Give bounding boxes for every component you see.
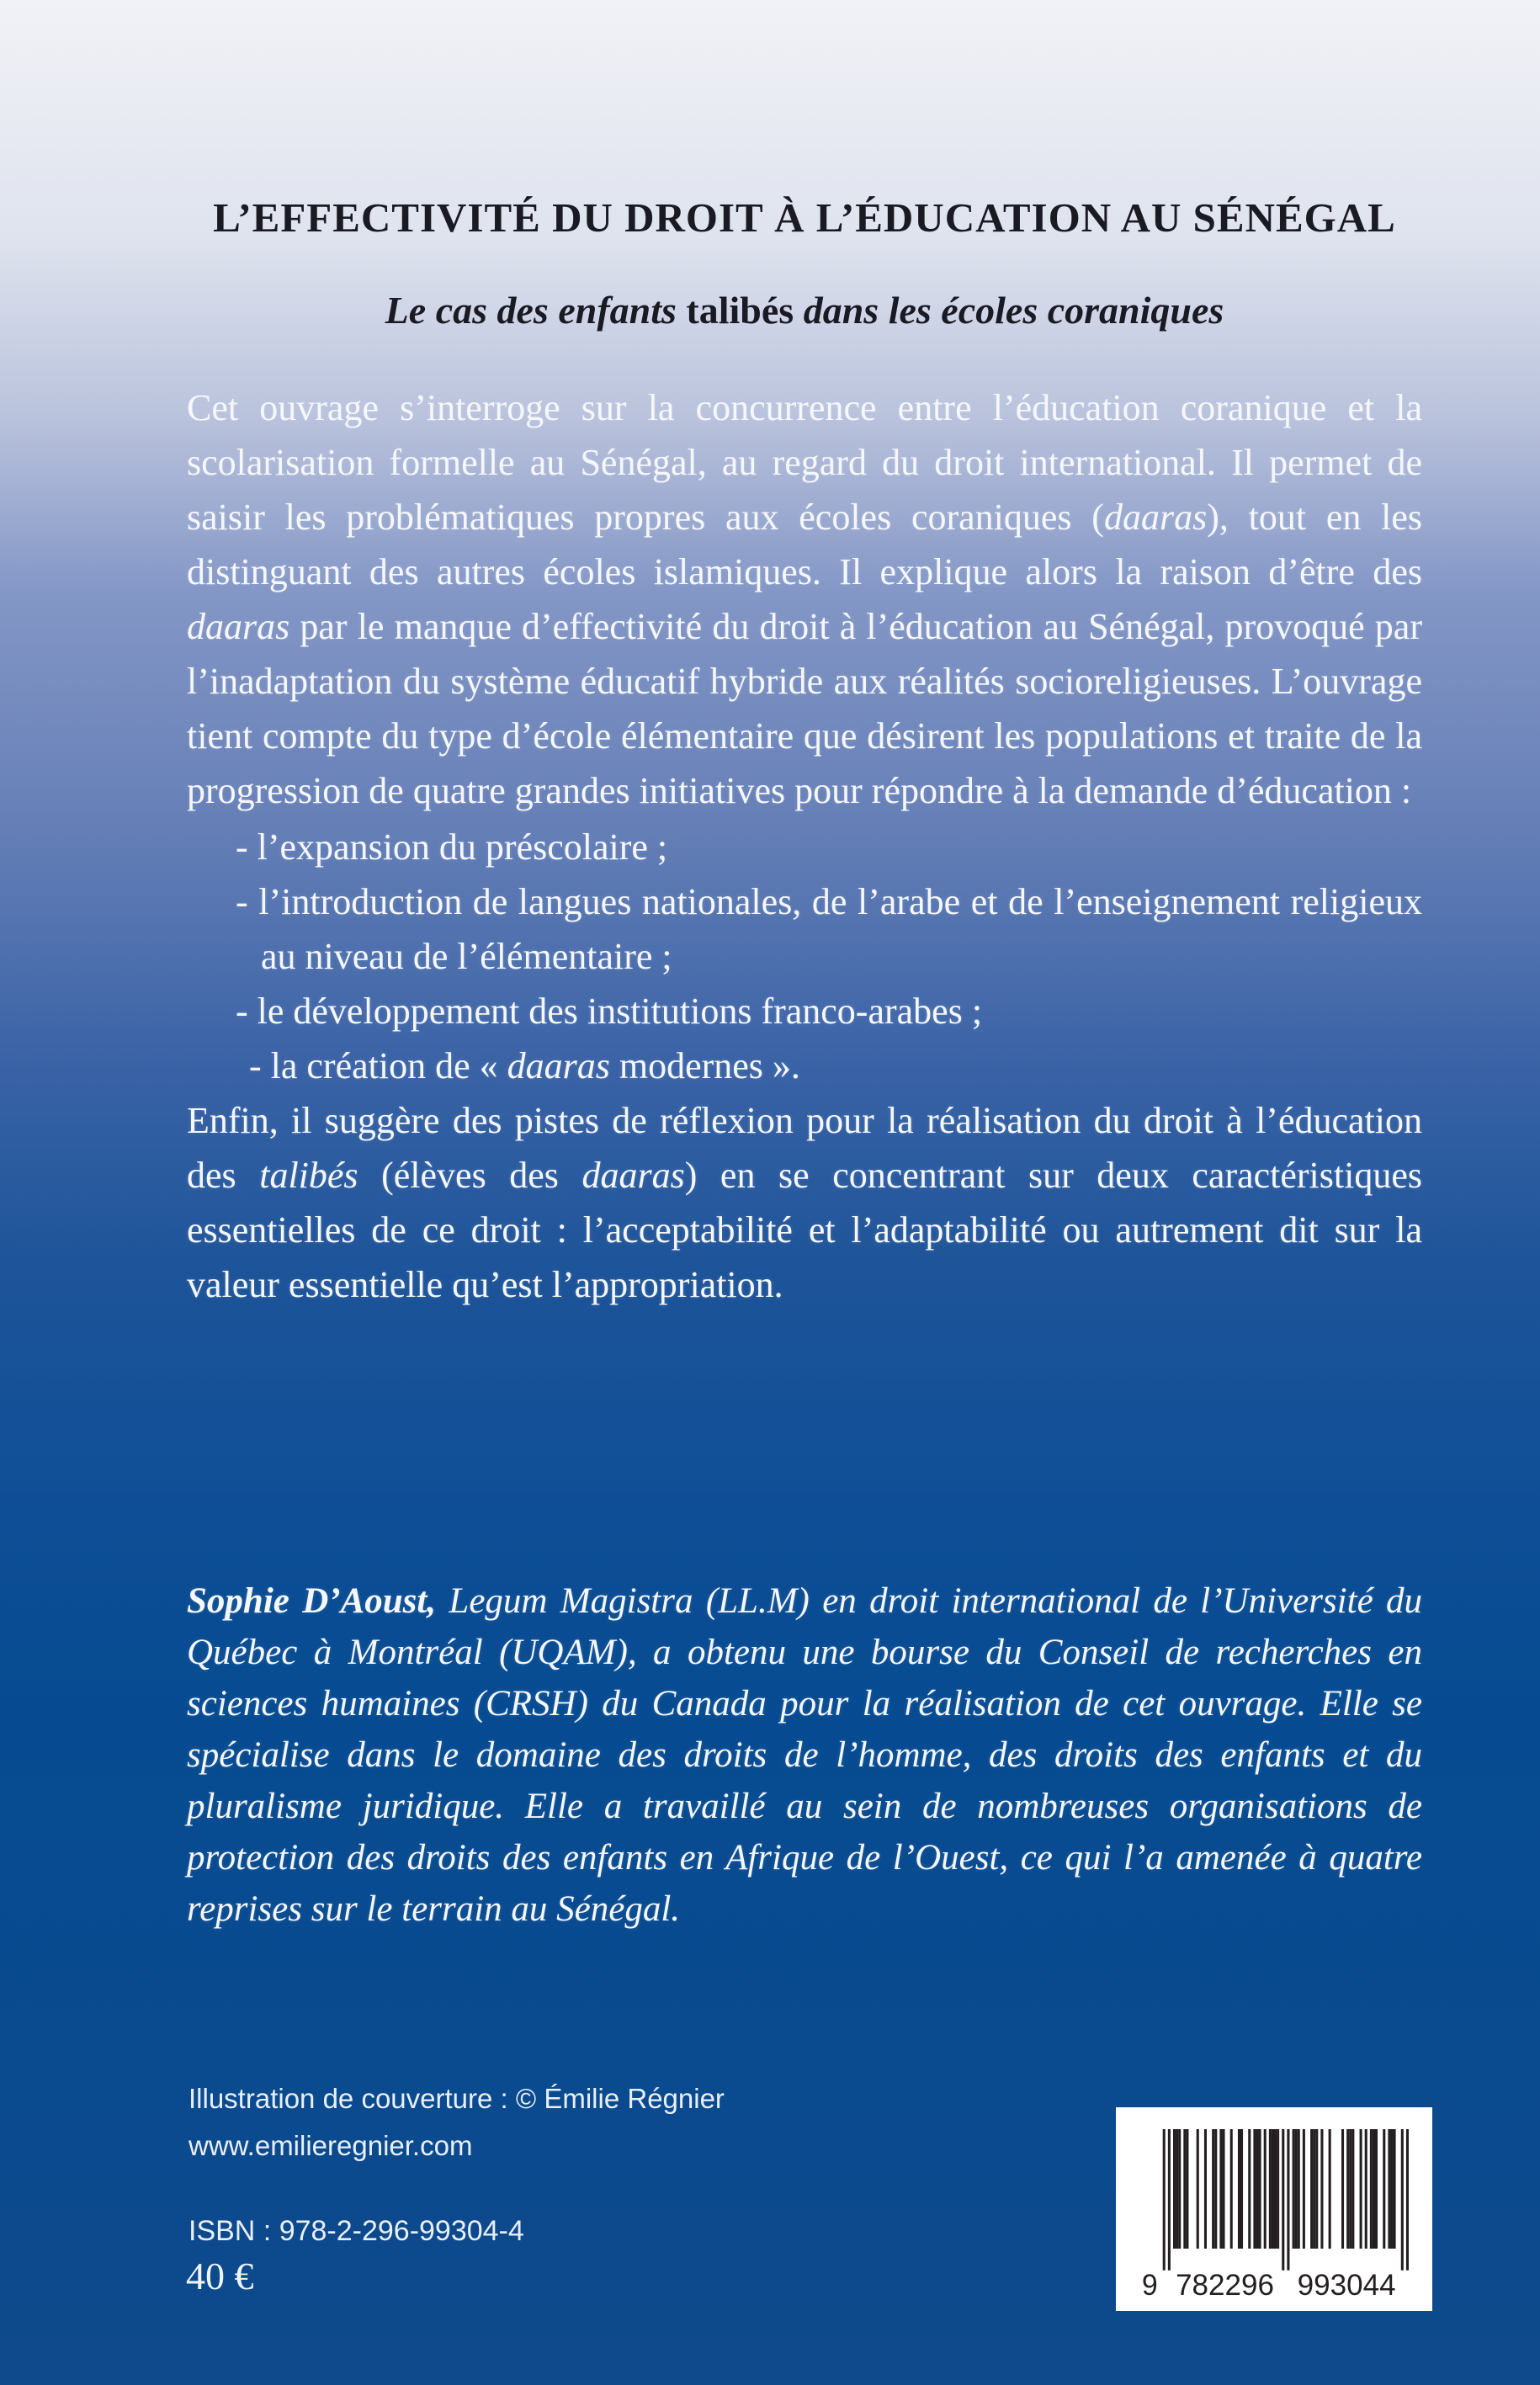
- illustrator-website: www.emilieregnier.com: [189, 2130, 473, 2161]
- list-item: - l’expansion du préscolaire ;: [236, 826, 668, 868]
- subtitle-segment-talibes: talibés: [686, 289, 794, 332]
- text-segment-daaras: daaras: [187, 606, 290, 647]
- text-segment: ), tout en les distinguant des autres écoles islamiques. Il explique alors la raison d’être des: [187, 497, 1422, 592]
- list-item: - le développement des institutions franco-arabes ;: [236, 991, 983, 1032]
- price: 40 €: [186, 2255, 254, 2297]
- book-subtitle: [187, 287, 1422, 333]
- text-segment: Cet ouvrage s’interroge sur la concurrence entre l’éducation coranique et la scolarisation formelle au Sénégal, au regard du droit international. Il permet de saisir les problématiques propres aux écoles coraniques (: [187, 387, 1422, 538]
- text-segment: modernes ».: [609, 1045, 800, 1086]
- cover-credits: [189, 2075, 725, 2170]
- author-bio: [187, 1575, 1422, 1935]
- text-segment: - la création de «: [249, 1045, 507, 1086]
- synopsis: [187, 380, 1422, 1312]
- book-title: L’EFFECTIVITÉ DU DROIT À L’ÉDUCATION AU SÉNÉGAL: [213, 194, 1396, 241]
- text-segment-daaras: daaras: [507, 1045, 610, 1086]
- synopsis-paragraph-1: [187, 380, 1422, 818]
- text-segment-daaras: daaras: [1103, 497, 1208, 538]
- barcode: [1116, 2107, 1432, 2311]
- author-name: Sophie D’Aoust,: [187, 1581, 437, 1621]
- text-segment: Legum Magistra (LL.M) en droit international de l’Université du Québec à Montréal (UQAM), a obtenu une bourse du Conseil de recherches en sciences humaines (CRSH) du Canada pour la réalisation de cet ouvrage. Elle se spécialise dans le domaine des droits de l’homme, des droits des enfants et du pluralisme juridique. Elle a travaillé au sein de nombreuses organisations de protection des droits des enfants en Afrique de l’Ouest, ce qui l’a amenée à quatre reprises sur le terrain au Sénégal.: [187, 1581, 1422, 1929]
- svg-text:993044: 993044: [1297, 2269, 1396, 2297]
- text-segment: ) en se concentrant sur deux caractéristiques essentielles de ce droit : l’acceptabilité et l’adaptabilité ou autrement dit sur la valeur essentielle qu’est l’appropriation.: [187, 1155, 1423, 1305]
- isbn: ISBN : 978-2-296-99304-4: [189, 2215, 524, 2247]
- subtitle-segment: Le cas des enfants: [385, 289, 687, 332]
- list-item: - l’introduction de langues nationales, de l’arabe et de l’enseignement religieux au niveau de l’élémentaire ;: [236, 881, 1422, 977]
- barcode-svg: [1139, 2129, 1409, 2297]
- svg-text:782296: 782296: [1176, 2269, 1274, 2297]
- text-segment-daaras: daaras: [581, 1155, 685, 1196]
- subtitle-segment: dans les écoles coraniques: [794, 289, 1224, 332]
- text-segment: par le manque d’effectivité du droit à l’éducation au Sénégal, provoqué par l’inadaptation du système éducatif hybride aux réalités socioreligieuses. L’ouvrage tient compte du type d’école élémentaire que désirent les populations et traite de la progression de quatre grandes initiatives pour répondre à la demande d’éducation :: [187, 606, 1422, 811]
- illustration-credit: Illustration de couverture : © Émilie Régnier: [189, 2083, 725, 2114]
- initiatives-list: [187, 820, 1422, 1093]
- text-segment-talibes: talibés: [259, 1155, 358, 1196]
- cover-header: [187, 192, 1422, 333]
- author-bio-paragraph: [187, 1575, 1422, 1935]
- text-segment: (élèves des: [358, 1155, 582, 1196]
- svg-text:9: 9: [1141, 2269, 1158, 2297]
- list-item: [187, 1038, 1422, 1093]
- synopsis-paragraph-2: [187, 1093, 1422, 1312]
- text-segment: Enfin, il suggère des pistes de réflexion pour la réalisation du droit à l’éducation des: [187, 1100, 1422, 1196]
